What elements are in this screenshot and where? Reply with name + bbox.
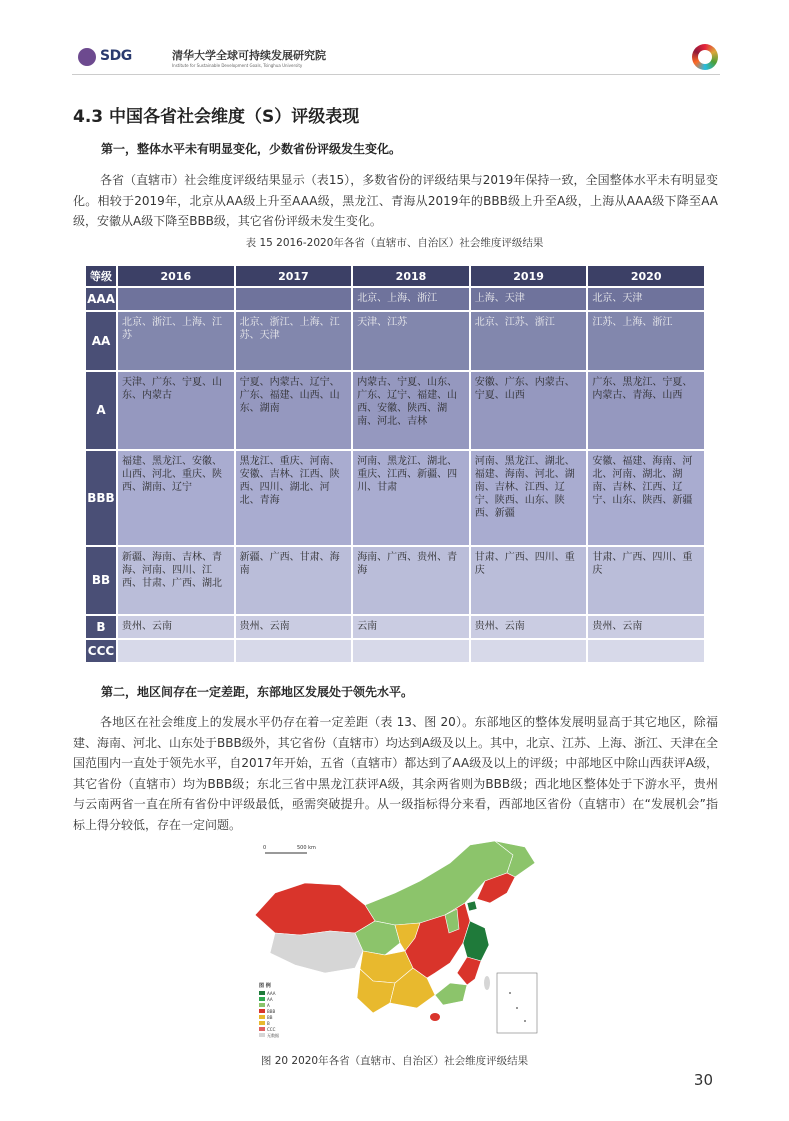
table-cell: 上海、天津 [471,288,587,310]
legend-label: AAA [267,991,276,996]
table-cell [471,640,587,662]
grade-cell: B [86,616,116,638]
header-divider [72,74,720,75]
tsinghua-seal-icon [78,48,96,66]
table-cell: 北京、上海、浙江 [353,288,469,310]
legend-label: BB [267,1015,273,1020]
page-header [72,42,720,76]
table-cell: 安徽、广东、内蒙古、宁夏、山西 [471,372,587,449]
subhead-2: 第二，地区间存在一定差距，东部地区发展处于领先水平。 [101,685,414,699]
section-title: 4.3 中国各省社会维度（S）评级表现 [73,107,360,127]
legend-swatch [259,1015,265,1019]
grade-cell: BB [86,547,116,614]
table-row [86,616,704,638]
table-row [86,312,704,370]
region-beijing-tianjin [467,901,477,911]
sdg-logo: SDG [100,48,132,64]
scale-label: 500 km [297,845,316,851]
table-cell: 贵州、云南 [236,616,352,638]
figure-caption: 图 20 2020年各省（直辖市、自治区）社会维度评级结果 [260,1055,529,1067]
grade-cell: BBB [86,451,116,545]
institute-name: 清华大学全球可持续发展研究院 [172,49,326,62]
table-cell: 黑龙江、重庆、河南、安徽、吉林、江西、陕西、四川、湖北、河北、青海 [236,451,352,545]
table-row [86,640,704,662]
scale-zero: 0 [263,845,267,851]
legend-swatch [259,1027,265,1031]
table-row [86,288,704,310]
rating-table [84,264,706,664]
table-cell: 河南、黑龙江、湖北、福建、海南、河北、湖南、吉林、江西、辽宁、陕西、山东、陕西、新疆 [471,451,587,545]
grade-cell: CCC [86,640,116,662]
grade-cell: AA [86,312,116,370]
table-cell: 北京、天津 [588,288,704,310]
legend-swatch [259,1003,265,1007]
china-rating-map [245,833,545,1045]
region-hainan [430,1013,440,1021]
table-cell: 福建、黑龙江、安徽、山西、河北、重庆、陕西、湖南、辽宁 [118,451,234,545]
header-cell: 2019 [471,266,587,286]
institute-name-en: Institute for Sustainable Development Goals, Tsinghua University [172,63,303,68]
table-cell [118,288,234,310]
table-cell [118,640,234,662]
sdg-wheel-icon [692,44,718,70]
region-taiwan [484,976,490,990]
legend-title: 图 例 [259,983,271,989]
table-cell: 新疆、海南、吉林、青海、河南、四川、江西、甘肃、广西、湖北 [118,547,234,614]
table-cell: 北京、江苏、浙江 [471,312,587,370]
table-cell: 天津、江苏 [353,312,469,370]
table-row [86,547,704,614]
table-row [86,451,704,545]
header-cell: 等级 [86,266,116,286]
table-cell: 甘肃、广西、四川、重庆 [588,547,704,614]
table-header-row [86,266,704,286]
table-cell: 河南、黑龙江、湖北、重庆、江西、新疆、四川、甘肃 [353,451,469,545]
table-cell: 北京、浙江、上海、江苏、天津 [236,312,352,370]
table-cell: 甘肃、广西、四川、重庆 [471,547,587,614]
table-caption: 表 15 2016-2020年各省（直辖市、自治区）社会维度评级结果 [245,237,544,249]
table-cell: 宁夏、内蒙古、辽宁、广东、福建、山西、山东、湖南 [236,372,352,449]
table-cell: 内蒙古、宁夏、山东、广东、辽宁、福建、山西、安徽、陕西、湖南、河北、吉林 [353,372,469,449]
legend-label: BBB [267,1009,276,1014]
legend-swatch [259,1009,265,1013]
table-cell: 北京、浙江、上海、江苏 [118,312,234,370]
table-row [86,372,704,449]
table-cell: 贵州、云南 [118,616,234,638]
header-cell: 2016 [118,266,234,286]
table-cell [236,288,352,310]
header-cell: 2020 [588,266,704,286]
paragraph-1: 各省（直辖市）社会维度评级结果显示（表15），多数省份的评级结果与2019年保持一致，全国整体水平未有明显变化。相较于2019年，北京从AA级上升至AAA级，黑龙江、青海从2019年的BBB级上升至A级，上海从AAA级下降至AA级，安徽从A级下降至BBB级，其它省份评级未发生变化。 [73,173,718,228]
page-number: 30 [693,1071,713,1089]
grade-cell: A [86,372,116,449]
legend-swatch [259,1033,265,1037]
table-cell: 云南 [353,616,469,638]
table-cell: 贵州、云南 [588,616,704,638]
table-cell: 贵州、云南 [471,616,587,638]
table-cell: 新疆、广西、甘肃、海南 [236,547,352,614]
legend-label: AA [267,997,273,1002]
paragraph-2: 各地区在社会维度上的发展水平仍存在着一定差距（表 13、图 20）。东部地区的整体发展明显高于其它地区，除福建、海南、河北、山东处于BBB级外，其它省份（直辖市）均达到A级及以上。其中，北京、江苏、上海、浙江、天津在全国范围内一直处于领先水平，自2017年开始，五省（直辖市）都达到了AA级及以上的评级；中部地区中除山西获评A级，其它省份（直辖市）均为BBB级；东北三省中黑龙江获评A级，其余两省则为BBB级；西北地区整体处于下游水平，贵州与云南两省一直在所有省份中评级最低，亟需突破提升。从一级指标得分来看，西部地区省份（直辖市）在“发展机会”指标上得分较低，存在一定问题。 [73,715,718,832]
table-cell: 江苏、上海、浙江 [588,312,704,370]
grade-cell: AAA [86,288,116,310]
legend-label: 无数据 [267,1033,279,1038]
table-cell [588,640,704,662]
table-cell: 海南、广西、贵州、青海 [353,547,469,614]
legend-swatch [259,1021,265,1025]
legend-label: A [267,1003,270,1008]
table-cell [353,640,469,662]
table-cell: 安徽、福建、海南、河北、河南、湖北、湖南、吉林、江西、辽宁、山东、陕西、新疆 [588,451,704,545]
legend-swatch [259,997,265,1001]
legend-label: CCC [267,1027,276,1032]
table-cell: 天津、广东、宁夏、山东、内蒙古 [118,372,234,449]
header-cell: 2017 [236,266,352,286]
table-cell: 广东、黑龙江、宁夏、内蒙古、青海、山西 [588,372,704,449]
legend-swatch [259,991,265,995]
legend-label: B [267,1021,270,1026]
table-cell [236,640,352,662]
map-figure [245,833,545,1045]
subhead-1: 第一，整体水平未有明显变化，少数省份评级发生变化。 [101,142,402,156]
header-cell: 2018 [353,266,469,286]
